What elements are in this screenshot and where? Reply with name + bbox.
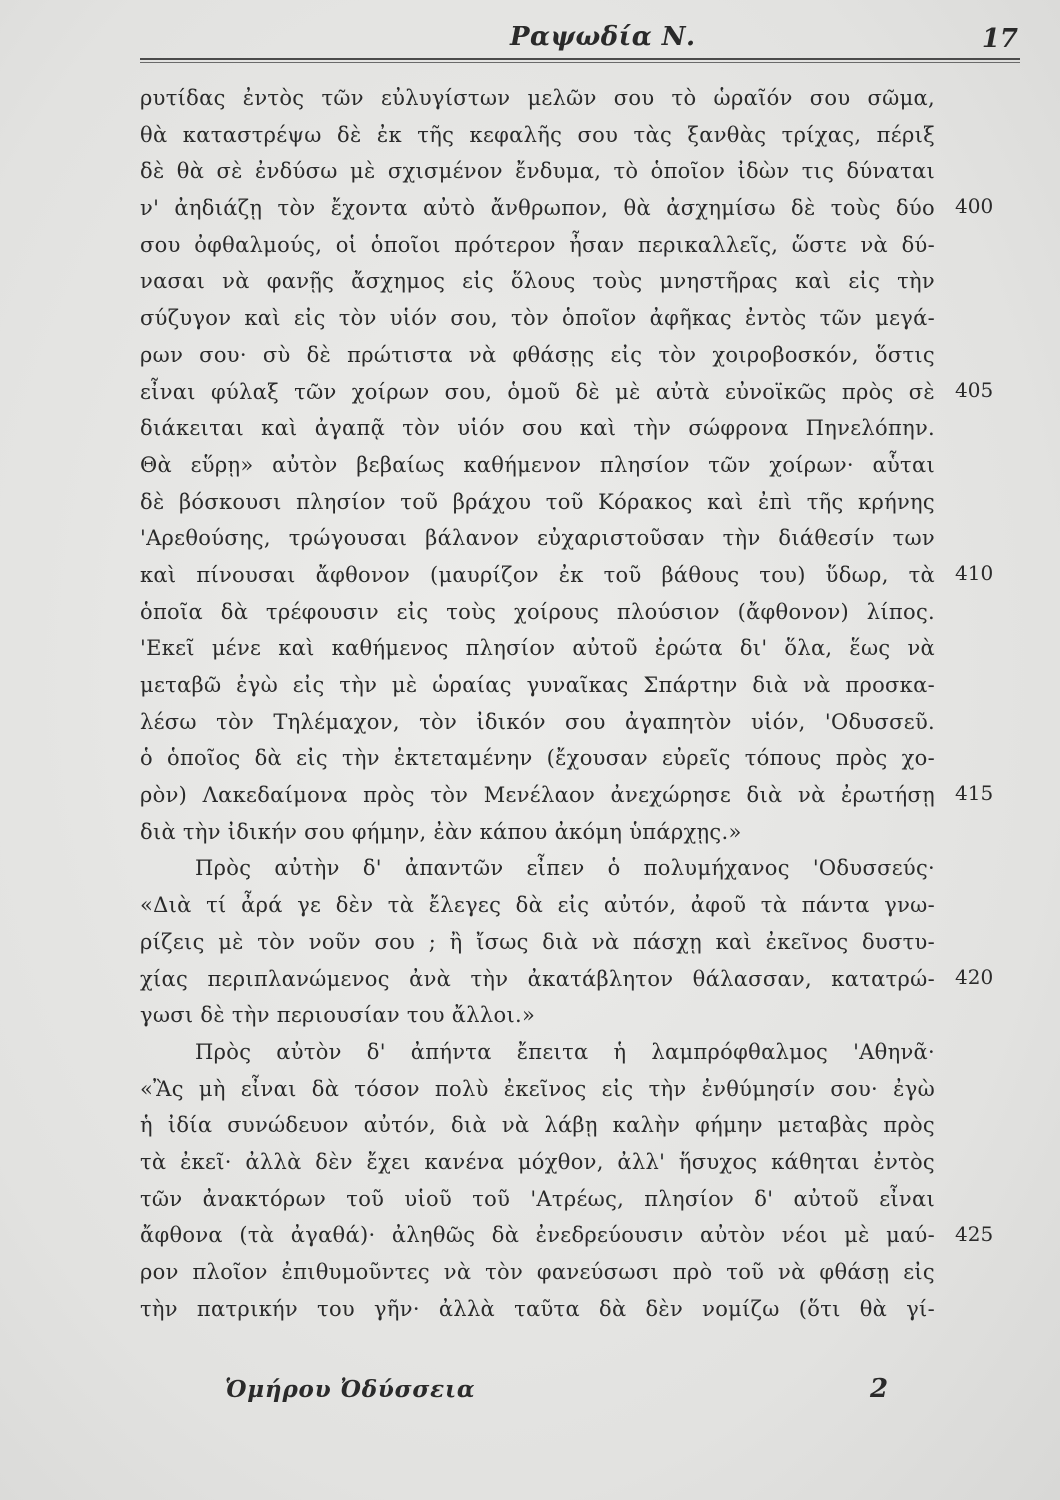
line-number: 425 (955, 1221, 994, 1246)
text-line: δὲ θὰ σὲ ἐνδύσω μὲ σχισμένον ἔνδυμα, τὸ ὁποῖον ἰδὼν τις δύναται (140, 159, 935, 184)
text-line: καὶ πίνουσαι ἄφθονον (μαυρίζον ἐκ τοῦ βάθους του) ὕδωρ, τὰ (140, 562, 935, 587)
text-line: νασαι νὰ φανῇς ἄσχημος εἰς ὅλους τοὺς μνηστῆρας καὶ εἰς τὴν (140, 269, 935, 294)
header-rule-thin (140, 62, 1020, 63)
text-line: τὰ ἐκεῖ· ἀλλὰ δὲν ἔχει κανένα μόχθον, ἀλλ' ἥσυχος κάθηται ἐντὸς (140, 1149, 935, 1174)
text-line: διάκειται καὶ ἀγαπᾷ τὸν υἱόν σου καὶ τὴν σώφρονα Πηνελόπην. (140, 416, 935, 441)
text-line: ἄφθονα (τὰ ἀγαθά)· ἀληθῶς δὰ ἐνεδρεύουσιν αὐτὸν νέοι μὲ μαύ- (140, 1223, 935, 1248)
text-line: ρων σου· σὺ δὲ πρώτιστα νὰ φθάσῃς εἰς τὸν χοιροβοσκόν, ὅστις (140, 342, 935, 367)
text-line: θὰ καταστρέψω δὲ ἐκ τῆς κεφαλῆς σου τὰς ξανθὰς τρίχας, πέριξ (140, 122, 935, 147)
line-number: 405 (955, 377, 994, 402)
text-line: γωσι δὲ τὴν περιουσίαν του ἄλλοι.» (140, 1003, 536, 1028)
header-title: Ραψωδία Ν. (510, 22, 696, 52)
line-number: 420 (955, 964, 994, 989)
line-number: 400 (955, 194, 994, 219)
text-line: τῶν ἀνακτόρων τοῦ υἱοῦ τοῦ 'Ατρέως, πλησίον δ' αὐτοῦ εἶναι (140, 1186, 935, 1211)
text-line: τὴν πατρικήν του γῆν· ἀλλὰ ταῦτα δὰ δὲν νομίζω (ὅτι θὰ γί- (140, 1296, 935, 1321)
line-number: 415 (955, 781, 994, 806)
text-line: 'Εκεῖ μένε καὶ καθήμενος πλησίον αὐτοῦ ἐρώτα δι' ὅλα, ἕως νὰ (140, 636, 935, 661)
header-rule (140, 58, 1020, 60)
text-line: ρον πλοῖον ἐπιθυμοῦντες νὰ τὸν φανεύσωσι πρὸ τοῦ νὰ φθάσῃ εἰς (140, 1260, 935, 1284)
text-line: ρίζεις μὲ τὸν νοῦν σου ; ἢ ἴσως διὰ νὰ πάσχῃ καὶ ἐκεῖνος δυστυ- (140, 929, 935, 954)
text-line: «Διὰ τί ἆρά γε δὲν τὰ ἔλεγες δὰ εἰς αὐτόν, ἀφοῦ τὰ πάντα γνω- (140, 893, 935, 918)
text-line: διὰ τὴν ἰδικήν σου φήμην, ἐὰν κάπου ἀκόμη ὑπάρχῃς.» (140, 819, 742, 844)
text-line: μεταβῶ ἐγὼ εἰς τὴν μὲ ὡραίας γυναῖκας Σπάρτην διὰ νὰ προσκα- (140, 673, 935, 697)
text-line: «Ἂς μὴ εἶναι δὰ τόσον πολὺ ἐκεῖνος εἰς τὴν ἐνθύμησίν σου· ἐγὼ (140, 1076, 935, 1101)
text-line: ρυτίδας ἐντὸς τῶν εὐλυγίστων μελῶν σου τὸ ὡραῖόν σου σῶμα, (140, 86, 935, 110)
line-number: 410 (955, 561, 994, 586)
running-header (140, 18, 1020, 68)
text-line: Πρὸς αὐτὸν δ' ἀπήντα ἔπειτα ἡ λαμπρόφθαλμος 'Αθηνᾶ· (195, 1039, 935, 1064)
body-text (140, 80, 935, 1327)
text-line: εἶναι φύλαξ τῶν χοίρων σου, ὁμοῦ δὲ μὲ αὐτὰ εὐνοϊκῶς πρὸς σὲ (140, 379, 935, 404)
text-line: Θὰ εὕρῃ» αὐτὸν βεβαίως καθήμενον πλησίον τῶν χοίρων· αὗται (140, 452, 935, 477)
text-line: ἡ ἰδία συνώδευον αὐτόν, διὰ νὰ λάβῃ καλὴν φήμην μεταβὰς πρὸς (140, 1113, 935, 1138)
text-line: δὲ βόσκουσι πλησίον τοῦ βράχου τοῦ Κόρακος καὶ ἐπὶ τῆς κρήνης (140, 489, 935, 514)
text-line: λέσω τὸν Τηλέμαχον, τὸν ἰδικόν σου ἀγαπητὸν υἱόν, 'Οδυσσεῦ. (140, 709, 935, 734)
text-line: χίας περιπλανώμενος ἀνὰ τὴν ἀκατάβλητον θάλασσαν, κατατρώ- (140, 966, 935, 991)
text-line: σου ὀφθαλμούς, οἱ ὁποῖοι πρότερον ἦσαν περικαλλεῖς, ὥστε νὰ δύ- (140, 232, 935, 257)
text-line: Πρὸς αὐτὴν δ' ἀπαντῶν εἶπεν ὁ πολυμήχανος 'Οδυσσεύς· (195, 856, 935, 881)
text-line: ὁ ὁποῖος δὰ εἰς τὴν ἐκτεταμένην (ἔχουσαν εὐρεῖς τόπους πρὸς χο- (140, 746, 935, 771)
text-line: ρὸν) Λακεδαίμονα πρὸς τὸν Μενέλαον ἀνεχώρησε διὰ νὰ ἐρωτήσῃ (140, 783, 935, 808)
signature-title: Ὁμήρου Ὀδύσσεια (225, 1376, 476, 1403)
signature-number: 2 (870, 1374, 889, 1404)
text-line: ν' ἀηδιάζῃ τὸν ἔχοντα αὐτὸ ἄνθρωπον, θὰ ἀσχημίσω δὲ τοὺς δύο (140, 196, 935, 221)
page-number: 17 (981, 24, 1018, 54)
text-line: 'Αρεθούσης, τρώγουσαι βάλανον εὐχαριστοῦσαν τὴν διάθεσίν των (140, 526, 935, 551)
text-line: σύζυγον καὶ εἰς τὸν υἱόν σου, τὸν ὁποῖον ἀφῆκας ἐντὸς τῶν μεγά- (140, 306, 935, 331)
text-line: ὁποῖα δὰ τρέφουσιν εἰς τοὺς χοίρους πλούσιον (ἄφθονον) λίπος. (140, 599, 935, 624)
